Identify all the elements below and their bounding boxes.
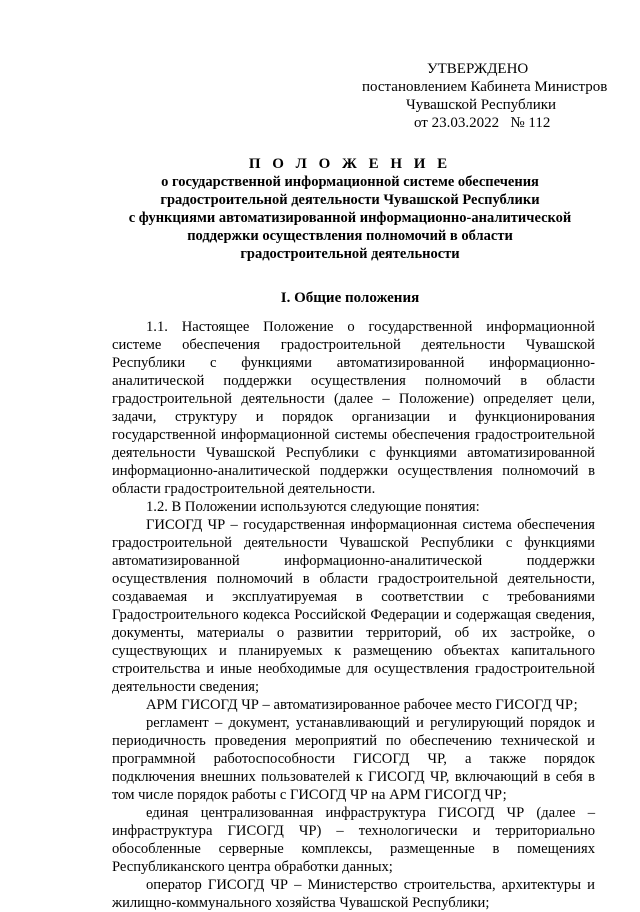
approval-line: Чувашской Республики: [406, 97, 557, 113]
document-body: [112, 318, 595, 912]
paragraph: регламент – документ, устанавливающий и регулирующий порядок и периодичность проведения мероприятий по обеспечению технической и программной работоспособности ГИСОГД ЧР, а также порядок подключения внешних пользователей к ГИСОГД ЧР, включающий в себя в том числе порядок работы с ГИСОГД ЧР на АРМ ГИСОГД ЧР;: [112, 715, 595, 803]
paragraph: 1.1. Настоящее Положение о государственной информационной системе обеспечения градостроительной деятельности Чувашской Республики с функциями автоматизированной информационно-аналитической поддержки осуществления полномочий в области градостроительной деятельности (далее – Положение) определяет цели, задачи, структуру и порядок организации и функционирования государственной информационной системы обеспечения градостроительной деятельности Чувашской Республики с функциями автоматизированной информационно-аналитической поддержки осуществления полномочий в области градостроительной деятельности.: [112, 319, 595, 497]
paragraph: 1.2. В Положении используются следующие понятия:: [146, 499, 480, 515]
paragraph: оператор ГИСОГД ЧР – Министерство строительства, архитектуры и жилищно-коммунального хозяйства Чувашской Республики;: [112, 877, 595, 911]
approval-line: постановлением Кабинета Министров: [362, 79, 608, 95]
approval-stamp: [362, 60, 608, 132]
paragraph: единая централизованная инфраструктура ГИСОГД ЧР (далее – инфраструктура ГИСОГД ЧР) – технологически и территориально обособленные серверные комплексы, размещенные в помещениях Республиканского центра обработки данных;: [112, 805, 595, 875]
approval-date-number: от 23.03.2022 № 112: [414, 115, 551, 131]
section-heading: I. Общие положения: [280, 290, 420, 306]
document-title-block: [100, 155, 600, 263]
document-title: П О Л О Ж Е Н И Е: [248, 156, 452, 172]
document-subtitle-line: с функциями автоматизированной информационно-аналитической: [128, 210, 572, 226]
approval-title: УТВЕРЖДЕНО: [427, 61, 529, 77]
document-subtitle-line: градостроительной деятельности: [240, 246, 460, 262]
paragraph: ГИСОГД ЧР – государственная информационная система обеспечения градостроительной деятельности Чувашской Республики с функциями автоматизированной информационно-аналитической поддержки осуществления полномочий в области градостроительной деятельности, создаваемая и эксплуатируемая в соответствии с требованиями Градостроительного кодекса Российской Федерации и содержащая сведения, документы, материалы о развитии территорий, об их застройке, о существующих и планируемых к размещению объектах капитального строительства и иные необходимые для осуществления градостроительной деятельности сведения;: [112, 517, 595, 695]
document-subtitle-line: поддержки осуществления полномочий в области: [187, 228, 513, 244]
paragraph: АРМ ГИСОГД ЧР – автоматизированное рабочее место ГИСОГД ЧР;: [146, 697, 578, 713]
document-subtitle-line: градостроительной деятельности Чувашской Республики: [160, 192, 540, 208]
document-subtitle-line: о государственной информационной системе обеспечения: [161, 174, 539, 190]
